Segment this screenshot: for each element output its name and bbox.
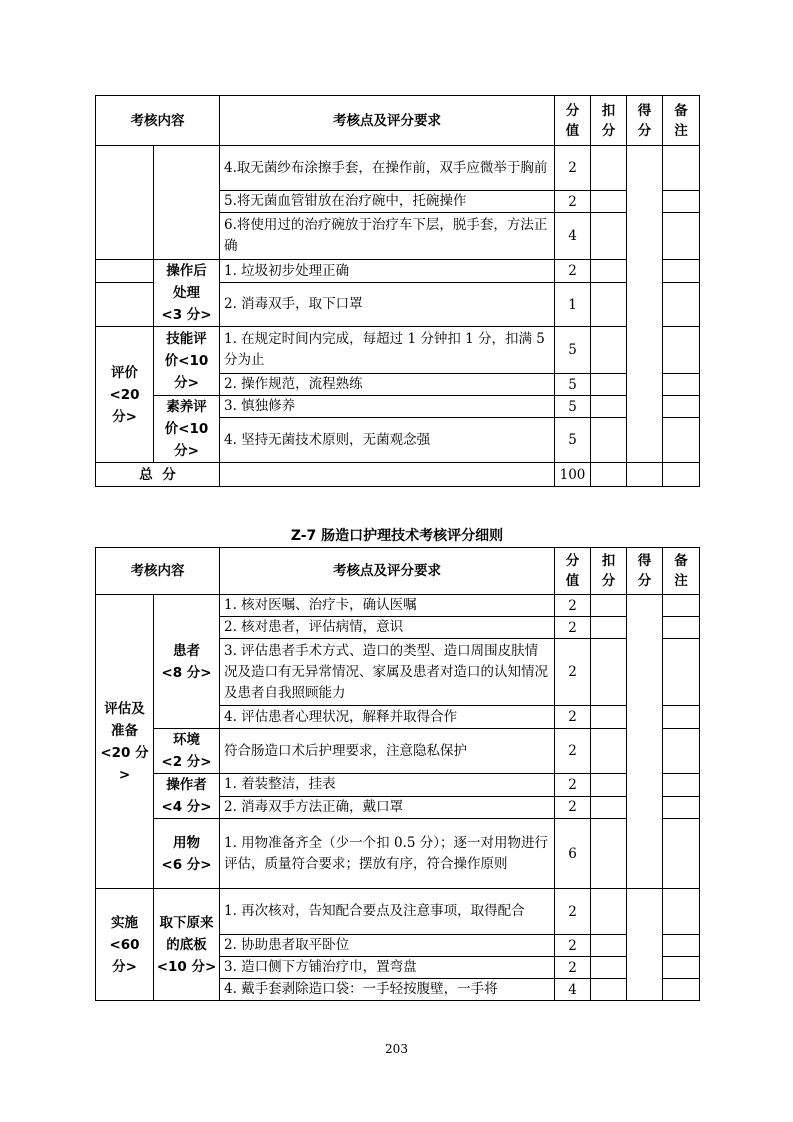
got-cell xyxy=(627,463,663,487)
header-content: 考核内容 xyxy=(96,96,220,146)
table-row xyxy=(96,595,700,617)
note-cell xyxy=(663,283,700,327)
requirement-text: 6.将使用过的治疗碗放于治疗车下层，脱手套，方法正确 xyxy=(220,213,555,260)
note-cell xyxy=(663,729,700,774)
note-cell xyxy=(663,327,700,374)
page-number: 203 xyxy=(385,1042,408,1056)
score-value: 4 xyxy=(555,213,591,260)
total-row xyxy=(96,463,700,487)
score-value: 4 xyxy=(555,979,591,1001)
score-value: 5 xyxy=(555,418,591,463)
subcategory-quality: 素养评 价<10 分> xyxy=(154,396,220,463)
score-value: 5 xyxy=(555,327,591,374)
deduct-cell xyxy=(591,327,627,374)
header-got: 得 分 xyxy=(627,548,663,595)
score-value: 2 xyxy=(555,935,591,957)
total-score: 100 xyxy=(555,463,591,487)
scoring-table-stoma xyxy=(95,547,700,1001)
header-deduct: 扣 分 xyxy=(591,96,627,146)
requirement-text: 2. 消毒双手，取下口罩 xyxy=(220,283,555,327)
requirement-text: 1. 再次核对，告知配合要点及注意事项，取得配合 xyxy=(220,889,555,935)
subcategory-remove-baseplate: 取下原来 的底板 <10 分> xyxy=(154,889,220,1001)
table-row xyxy=(96,327,700,374)
deduct-cell xyxy=(591,617,627,639)
score-value: 2 xyxy=(555,796,591,819)
requirement-text: 符合肠造口术后护理要求，注意隐私保护 xyxy=(220,729,555,774)
header-got: 得 分 xyxy=(627,96,663,146)
requirement-text: 3. 慎独修养 xyxy=(220,396,555,418)
note-cell xyxy=(663,774,700,797)
note-cell xyxy=(663,819,700,889)
category-eval: 评价<20 分> xyxy=(96,327,154,463)
deduct-cell xyxy=(591,396,627,418)
table-row xyxy=(96,819,700,889)
note-cell xyxy=(663,213,700,260)
category-cell-empty xyxy=(96,283,154,327)
table-header-row xyxy=(96,548,700,595)
subcategory-env: 环境 <2 分> xyxy=(154,729,220,774)
total-empty xyxy=(220,463,555,487)
category-cell-empty xyxy=(96,260,154,283)
score-value: 2 xyxy=(555,889,591,935)
requirement-text: 3. 评估患者手术方式、造口的类型、造口周围皮肤情况及造口有无异常情况、家属及患者对造口的认知情况及患者自我照顾能力 xyxy=(220,639,555,706)
requirement-text: 1. 垃圾初步处理正确 xyxy=(220,260,555,283)
deduct-cell xyxy=(591,819,627,889)
requirement-text: 4.取无菌纱布涂擦手套，在操作前，双手应微举于胸前 xyxy=(220,146,555,191)
score-value: 2 xyxy=(555,146,591,191)
score-value: 2 xyxy=(555,617,591,639)
note-cell xyxy=(663,374,700,396)
note-cell xyxy=(663,957,700,979)
deduct-cell xyxy=(591,889,627,935)
note-cell xyxy=(663,639,700,706)
table-header-row xyxy=(96,96,700,146)
table-row xyxy=(96,889,700,935)
requirement-text: 1. 核对医嘱、治疗卡，确认医嘱 xyxy=(220,595,555,617)
category-cell-empty xyxy=(96,146,154,260)
score-value: 2 xyxy=(555,957,591,979)
got-cell xyxy=(627,889,663,1001)
requirement-text: 3. 造口侧下方铺治疗巾，置弯盘 xyxy=(220,957,555,979)
score-value: 2 xyxy=(555,595,591,617)
table-row xyxy=(96,774,700,797)
table-row xyxy=(96,260,700,283)
deduct-cell xyxy=(591,729,627,774)
got-cell xyxy=(627,595,663,889)
note-cell xyxy=(663,796,700,819)
header-score: 分 值 xyxy=(555,96,591,146)
category-assess: 评估及 准备 <20 分> xyxy=(96,595,154,889)
deduct-cell xyxy=(591,283,627,327)
note-cell xyxy=(663,191,700,213)
deduct-cell xyxy=(591,706,627,729)
deduct-cell xyxy=(591,957,627,979)
score-value: 2 xyxy=(555,260,591,283)
deduct-cell xyxy=(591,595,627,617)
total-label: 总 分 xyxy=(96,463,220,487)
deduct-cell xyxy=(591,146,627,191)
note-cell xyxy=(663,935,700,957)
deduct-cell xyxy=(591,639,627,706)
score-value: 2 xyxy=(555,706,591,729)
subcategory-patient: 患者 <8 分> xyxy=(154,595,220,729)
note-cell xyxy=(663,418,700,463)
requirement-text: 2. 协助患者取平卧位 xyxy=(220,935,555,957)
score-value: 2 xyxy=(555,639,591,706)
score-value: 2 xyxy=(555,729,591,774)
score-value: 5 xyxy=(555,396,591,418)
deduct-cell xyxy=(591,774,627,797)
note-cell xyxy=(663,706,700,729)
table-row xyxy=(96,396,700,418)
deduct-cell xyxy=(591,935,627,957)
note-cell xyxy=(663,617,700,639)
requirement-text: 4. 戴手套剥除造口袋：一手轻按腹壁，一手将 xyxy=(220,979,555,1001)
note-cell xyxy=(663,979,700,1001)
requirement-text: 5.将无菌血管钳放在治疗碗中，托碗操作 xyxy=(220,191,555,213)
subcategory-after-op: 操作后 处理 <3 分> xyxy=(154,260,220,327)
header-points: 考核点及评分要求 xyxy=(220,548,555,595)
deduct-cell xyxy=(591,260,627,283)
requirement-text: 2. 消毒双手方法正确，戴口罩 xyxy=(220,796,555,819)
requirement-text: 2. 操作规范，流程熟练 xyxy=(220,374,555,396)
note-cell xyxy=(663,463,700,487)
note-cell xyxy=(663,260,700,283)
deduct-cell xyxy=(591,796,627,819)
subcategory-cell-empty xyxy=(154,146,220,260)
deduct-cell xyxy=(591,191,627,213)
subcategory-operator: 操作者 <4 分> xyxy=(154,774,220,819)
score-value: 5 xyxy=(555,374,591,396)
section-title: Z-7 肠造口护理技术考核评分细则 xyxy=(290,528,504,544)
deduct-cell xyxy=(591,463,627,487)
deduct-cell xyxy=(591,213,627,260)
score-value: 2 xyxy=(555,191,591,213)
note-cell xyxy=(663,595,700,617)
deduct-cell xyxy=(591,979,627,1001)
header-note: 备 注 xyxy=(663,548,700,595)
category-impl: 实施 <60 分> xyxy=(96,889,154,1001)
score-value: 1 xyxy=(555,283,591,327)
header-score: 分 值 xyxy=(555,548,591,595)
header-deduct: 扣 分 xyxy=(591,548,627,595)
deduct-cell xyxy=(591,418,627,463)
note-cell xyxy=(663,146,700,191)
requirement-text: 1. 着装整洁，挂表 xyxy=(220,774,555,797)
subcategory-supplies: 用物 <6 分> xyxy=(154,819,220,889)
score-value: 6 xyxy=(555,819,591,889)
header-points: 考核点及评分要求 xyxy=(220,96,555,146)
requirement-text: 4. 评估患者心理状况，解释并取得合作 xyxy=(220,706,555,729)
header-content: 考核内容 xyxy=(96,548,220,595)
requirement-text: 1. 在规定时间内完成，每超过 1 分钟扣 1 分，扣满 5 分为止 xyxy=(220,327,555,374)
deduct-cell xyxy=(591,374,627,396)
header-note: 备 注 xyxy=(663,96,700,146)
requirement-text: 2. 核对患者，评估病情，意识 xyxy=(220,617,555,639)
note-cell xyxy=(663,396,700,418)
table-row xyxy=(96,146,700,191)
subcategory-skill: 技能评 价<10 分> xyxy=(154,327,220,396)
requirement-text: 4. 坚持无菌技术原则，无菌观念强 xyxy=(220,418,555,463)
note-cell xyxy=(663,889,700,935)
scoring-table-continued xyxy=(95,95,700,487)
requirement-text: 1. 用物准备齐全（少一个扣 0.5 分）；逐一对用物进行评估，质量符合要求；摆放有序，符合操作原则 xyxy=(220,819,555,889)
score-value: 2 xyxy=(555,774,591,797)
got-cell xyxy=(627,146,663,463)
table-row xyxy=(96,729,700,774)
